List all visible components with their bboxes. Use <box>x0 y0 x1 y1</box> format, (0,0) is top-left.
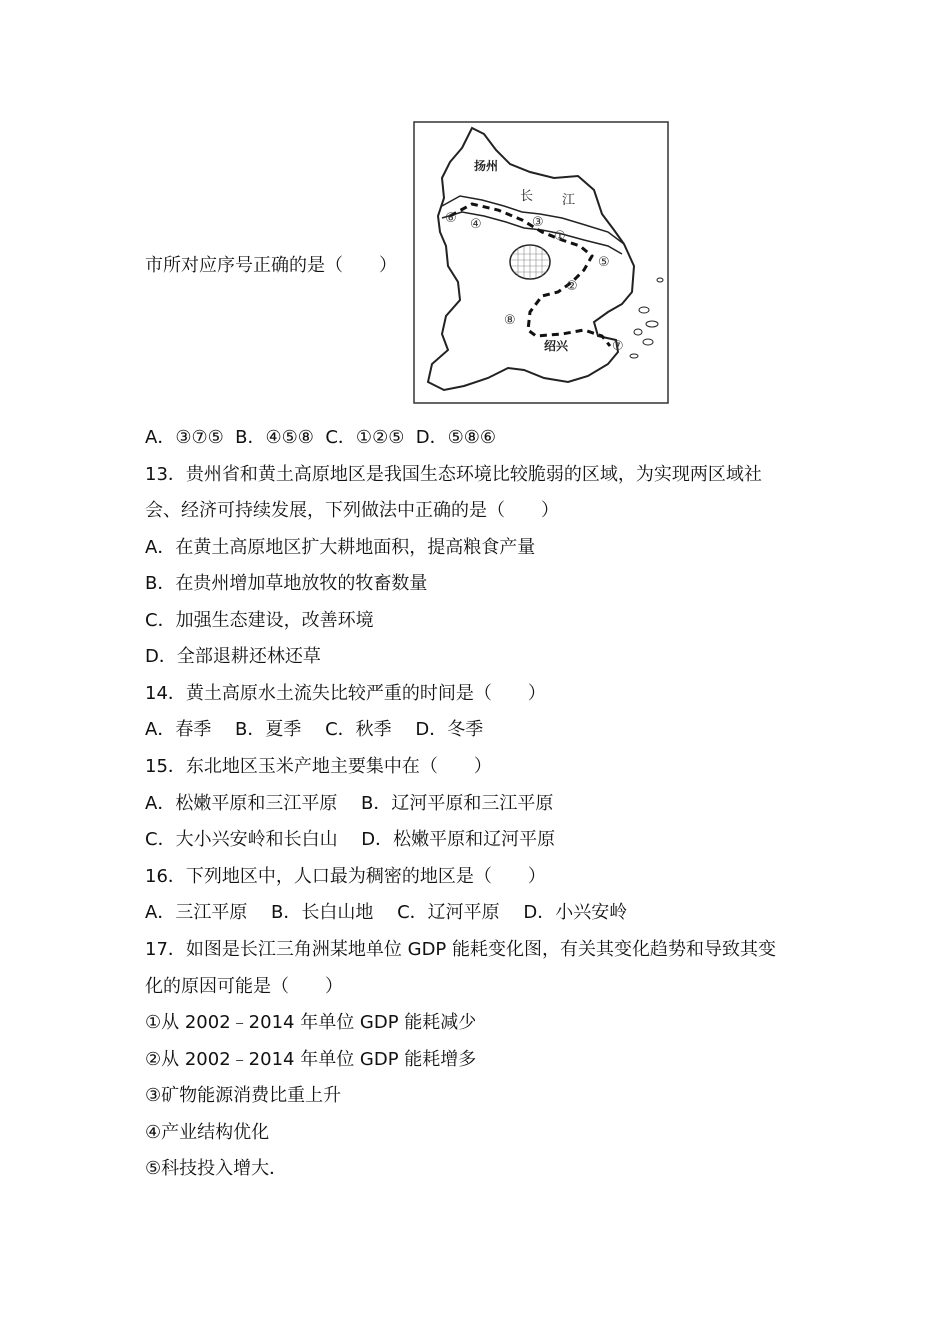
label-jiang: 江 <box>562 193 576 208</box>
q16-options: A．三江平原 B．长白山地 C．辽河平原 D．小兴安岭 <box>145 902 628 923</box>
q17-item3: ③矿物能源消费比重上升 <box>145 1085 342 1106</box>
label-c7: ⑦ <box>612 339 624 354</box>
q15-options-line1: A．松嫩平原和三江平原 B．辽河平原和三江平原 <box>145 793 554 814</box>
island <box>657 278 663 282</box>
label-c8: ⑧ <box>504 313 516 328</box>
island <box>646 321 658 327</box>
q13-option-c: C．加强生态建设，改善环境 <box>145 610 374 631</box>
label-c6: ⑥ <box>445 211 457 226</box>
q12-stem: 市所对应序号正确的是（ ） <box>145 255 397 276</box>
island <box>643 339 653 345</box>
island <box>634 329 642 335</box>
q13-option-b: B．在贵州增加草地放牧的牧畜数量 <box>145 573 428 594</box>
label-c2: ② <box>566 279 578 294</box>
q13-option-d: D．全部退耕还林还草 <box>145 646 321 667</box>
yangtze-delta-map <box>412 120 670 405</box>
label-c4: ④ <box>470 217 482 232</box>
label-chang: 长 <box>520 189 534 204</box>
label-c1: ① <box>554 229 566 244</box>
label-c3: ③ <box>532 215 544 230</box>
q17-stem-line1: 17．如图是长江三角洲某地单位 GDP 能耗变化图，有关其变化趋势和导致其变 <box>145 939 777 960</box>
island <box>639 307 649 313</box>
q17-item2: ②从 2002﹣2014 年单位 GDP 能耗增多 <box>145 1049 477 1070</box>
label-c5: ⑤ <box>598 255 610 270</box>
island <box>630 354 638 358</box>
label-yangzhou: 扬州 <box>474 159 499 173</box>
q13-stem-line1: 13．贵州省和黄土高原地区是我国生态环境比较脆弱的区域，为实现两区域社 <box>145 464 762 485</box>
q17-item1: ①从 2002﹣2014 年单位 GDP 能耗减少 <box>145 1012 477 1033</box>
label-shaoxing: 绍兴 <box>544 339 569 353</box>
q14-stem: 14．黄土高原水土流失比较严重的时间是（ ） <box>145 683 546 704</box>
q14-options: A．春季 B．夏季 C．秋季 D．冬季 <box>145 719 484 740</box>
q17-stem-line2: 化的原因可能是（ ） <box>145 976 343 997</box>
q13-stem-line2: 会、经济可持续发展，下列做法中正确的是（ ） <box>145 500 559 521</box>
q13-option-a: A．在黄土高原地区扩大耕地面积，提高粮食产量 <box>145 537 536 558</box>
q15-stem: 15．东北地区玉米产地主要集中在（ ） <box>145 756 492 777</box>
q15-options-line2: C．大小兴安岭和长白山 D．松嫩平原和辽河平原 <box>145 829 556 850</box>
q17-item4: ④产业结构优化 <box>145 1122 270 1143</box>
q12-options: A．③⑦⑤ B．④⑤⑧ C．①②⑤ D．⑤⑧⑥ <box>145 427 497 448</box>
q16-stem: 16．下列地区中，人口最为稠密的地区是（ ） <box>145 866 546 887</box>
q17-item5: ⑤科技投入增大． <box>145 1158 288 1179</box>
